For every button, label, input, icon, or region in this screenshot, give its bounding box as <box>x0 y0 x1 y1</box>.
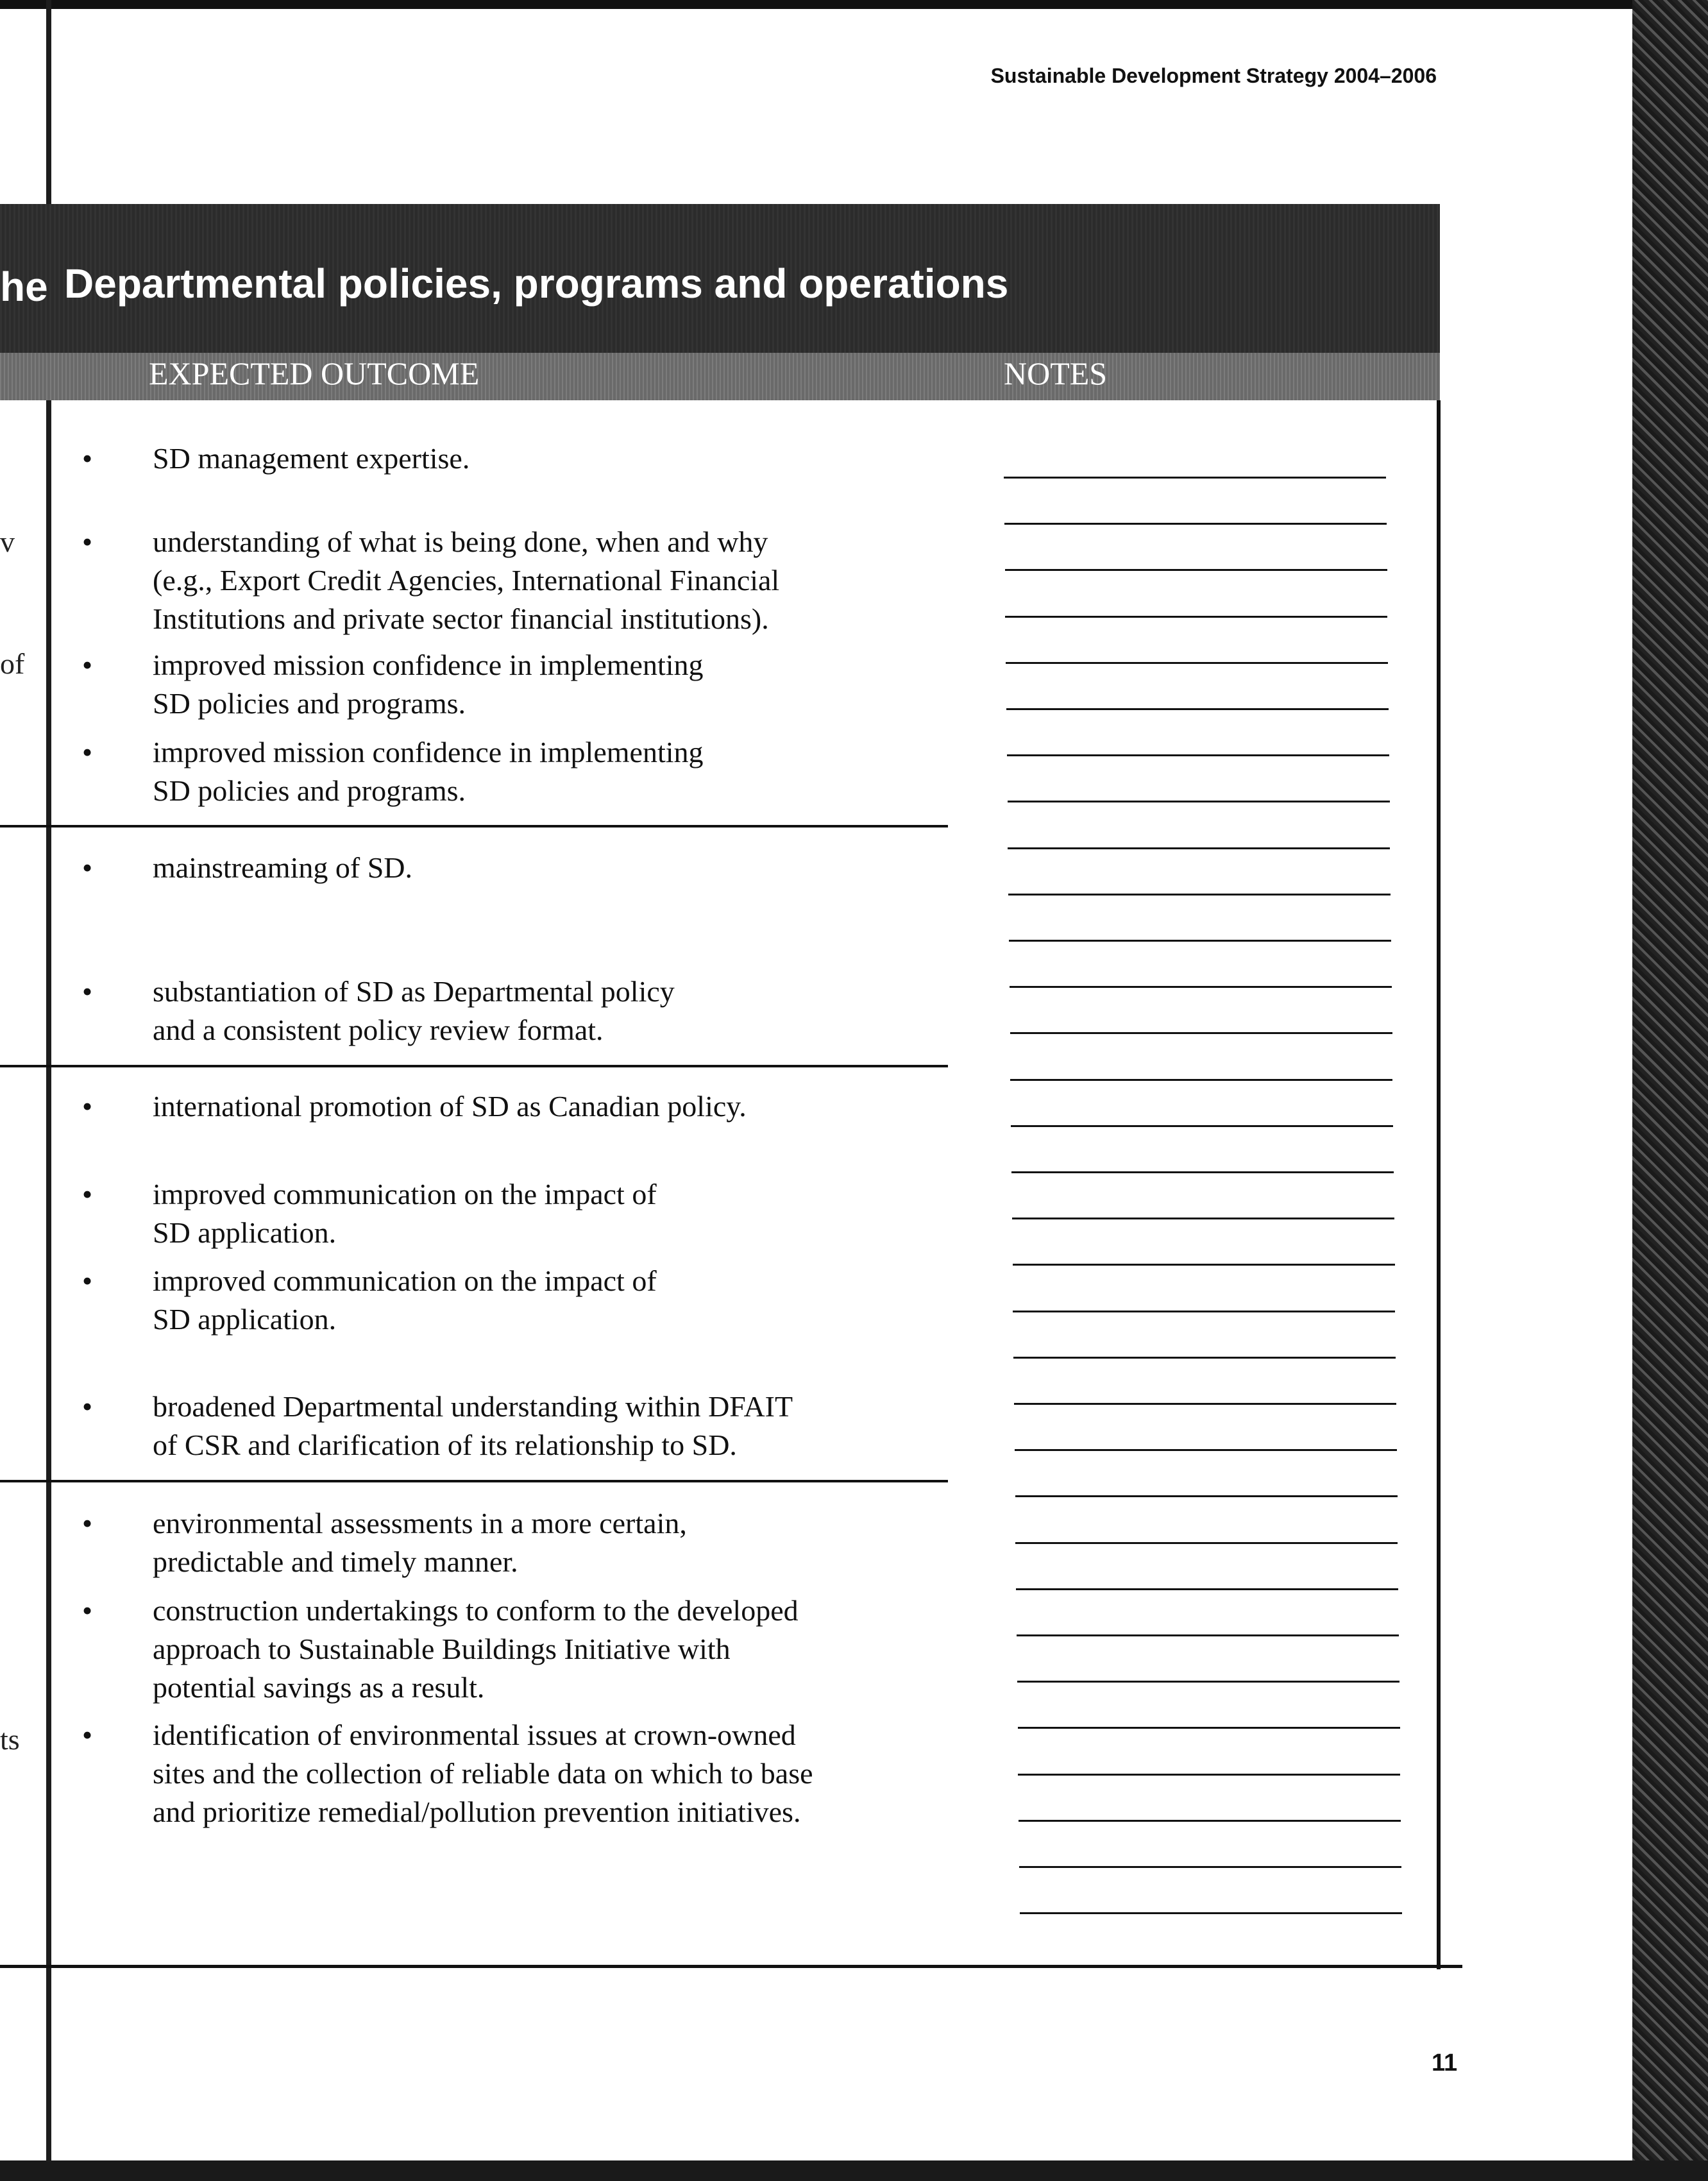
scan-edge-top <box>0 0 1708 9</box>
notes-rule-line <box>1020 1912 1402 1914</box>
bullet: • <box>82 649 93 681</box>
notes-rule-line <box>1017 1634 1399 1636</box>
outcome-item: identification of environmental issues at crown-owned sites and the collection of reliable data on which to base and prioritize remedial/pollution prevention initiatives. <box>153 1718 813 1828</box>
notes-rule-line <box>1006 708 1389 710</box>
outcome-item: improved communication on the impact of SD application. <box>153 1264 657 1336</box>
section-divider <box>0 825 948 827</box>
bullet: • <box>82 975 93 1008</box>
notes-rule-line <box>1010 986 1392 988</box>
notes-rule-line <box>1010 1032 1392 1034</box>
bullet: • <box>82 1594 93 1627</box>
notes-rule-line <box>1013 1357 1396 1359</box>
outcome-item: improved mission confidence in implementing SD policies and programs. <box>153 736 704 807</box>
notes-rule-line <box>1016 1588 1398 1590</box>
outcome-item: SD management expertise. <box>153 442 470 475</box>
scan-edge-right <box>1632 0 1708 2181</box>
notes-rule-line <box>1012 1218 1394 1219</box>
table-bottom-border <box>0 1965 1462 1968</box>
column-header-expected-outcome: EXPECTED OUTCOME <box>149 355 480 391</box>
margin-fragment: ts <box>0 1723 20 1756</box>
outcome-item: mainstreaming of SD. <box>153 851 412 884</box>
outcome-item: substantiation of SD as Departmental policy and a consistent policy review format. <box>153 975 675 1046</box>
notes-rule-line <box>1011 1125 1393 1127</box>
bullet: • <box>82 1390 93 1423</box>
section-divider <box>0 1480 948 1482</box>
banner-cut-fragment: he <box>0 264 48 310</box>
bullet: • <box>82 1090 93 1123</box>
notes-rule-line <box>1015 1542 1398 1544</box>
notes-rule-line <box>1013 1264 1395 1266</box>
bullet: • <box>82 1718 93 1751</box>
outcome-item: improved mission confidence in implementing SD policies and programs. <box>153 649 704 720</box>
notes-rule-line <box>1019 1820 1401 1822</box>
bullet: • <box>82 1507 93 1540</box>
notes-rule-line <box>1017 1681 1399 1683</box>
notes-rule-line <box>1018 1727 1400 1729</box>
table-right-border <box>1437 400 1441 1969</box>
notes-rule-line <box>1018 1774 1400 1776</box>
running-header: Sustainable Development Strategy 2004–2006 <box>990 64 1437 87</box>
outcome-item: broadened Departmental understanding within DFAIT of CSR and clarification of its relationship to SD. <box>153 1390 793 1461</box>
bullet: • <box>82 851 93 884</box>
notes-rule-line <box>1005 616 1387 618</box>
notes-rule-line <box>1011 1171 1394 1173</box>
notes-rule-line <box>1019 1866 1401 1868</box>
notes-rule-line <box>1004 477 1386 479</box>
notes-rule-line <box>1006 662 1388 664</box>
notes-rule-line <box>1004 523 1387 525</box>
outcome-item: understanding of what is being done, when and why (e.g., Export Credit Agencies, International Financial Institutions and private sector financial institutions). <box>153 525 780 635</box>
notes-rule-line <box>1007 754 1389 756</box>
outcome-item: international promotion of SD as Canadian policy. <box>153 1090 747 1123</box>
bullet: • <box>82 1178 93 1210</box>
notes-rule-line <box>1009 940 1391 942</box>
notes-rule-line <box>1015 1495 1398 1497</box>
notes-rule-line <box>1008 801 1390 802</box>
bullet: • <box>82 525 93 558</box>
bullet: • <box>82 736 93 768</box>
margin-fragment: v <box>0 525 15 558</box>
page-number: 11 <box>1432 2049 1458 2076</box>
notes-rule-line <box>1014 1403 1396 1405</box>
banner-title: Departmental policies, programs and operations <box>64 260 1009 307</box>
notes-rule-line <box>1005 569 1387 571</box>
bullet: • <box>82 1264 93 1297</box>
notes-rule-line <box>1013 1311 1395 1312</box>
notes-rule-line <box>1015 1449 1397 1451</box>
scan-edge-bottom <box>0 2160 1708 2181</box>
bullet: • <box>82 442 93 475</box>
notes-rule-line <box>1010 1079 1392 1081</box>
outcome-item: improved communication on the impact of SD application. <box>153 1178 657 1249</box>
outcome-item: construction undertakings to conform to the developed approach to Sustainable Buildings Initiative with potential savings as a result. <box>153 1594 799 1704</box>
margin-fragment: of <box>0 647 25 680</box>
notes-rule-line <box>1008 894 1391 895</box>
column-header-notes: NOTES <box>1004 355 1108 391</box>
section-divider <box>0 1065 948 1067</box>
notes-rule-line <box>1008 847 1390 849</box>
outcome-item: environmental assessments in a more certain, predictable and timely manner. <box>153 1507 687 1578</box>
